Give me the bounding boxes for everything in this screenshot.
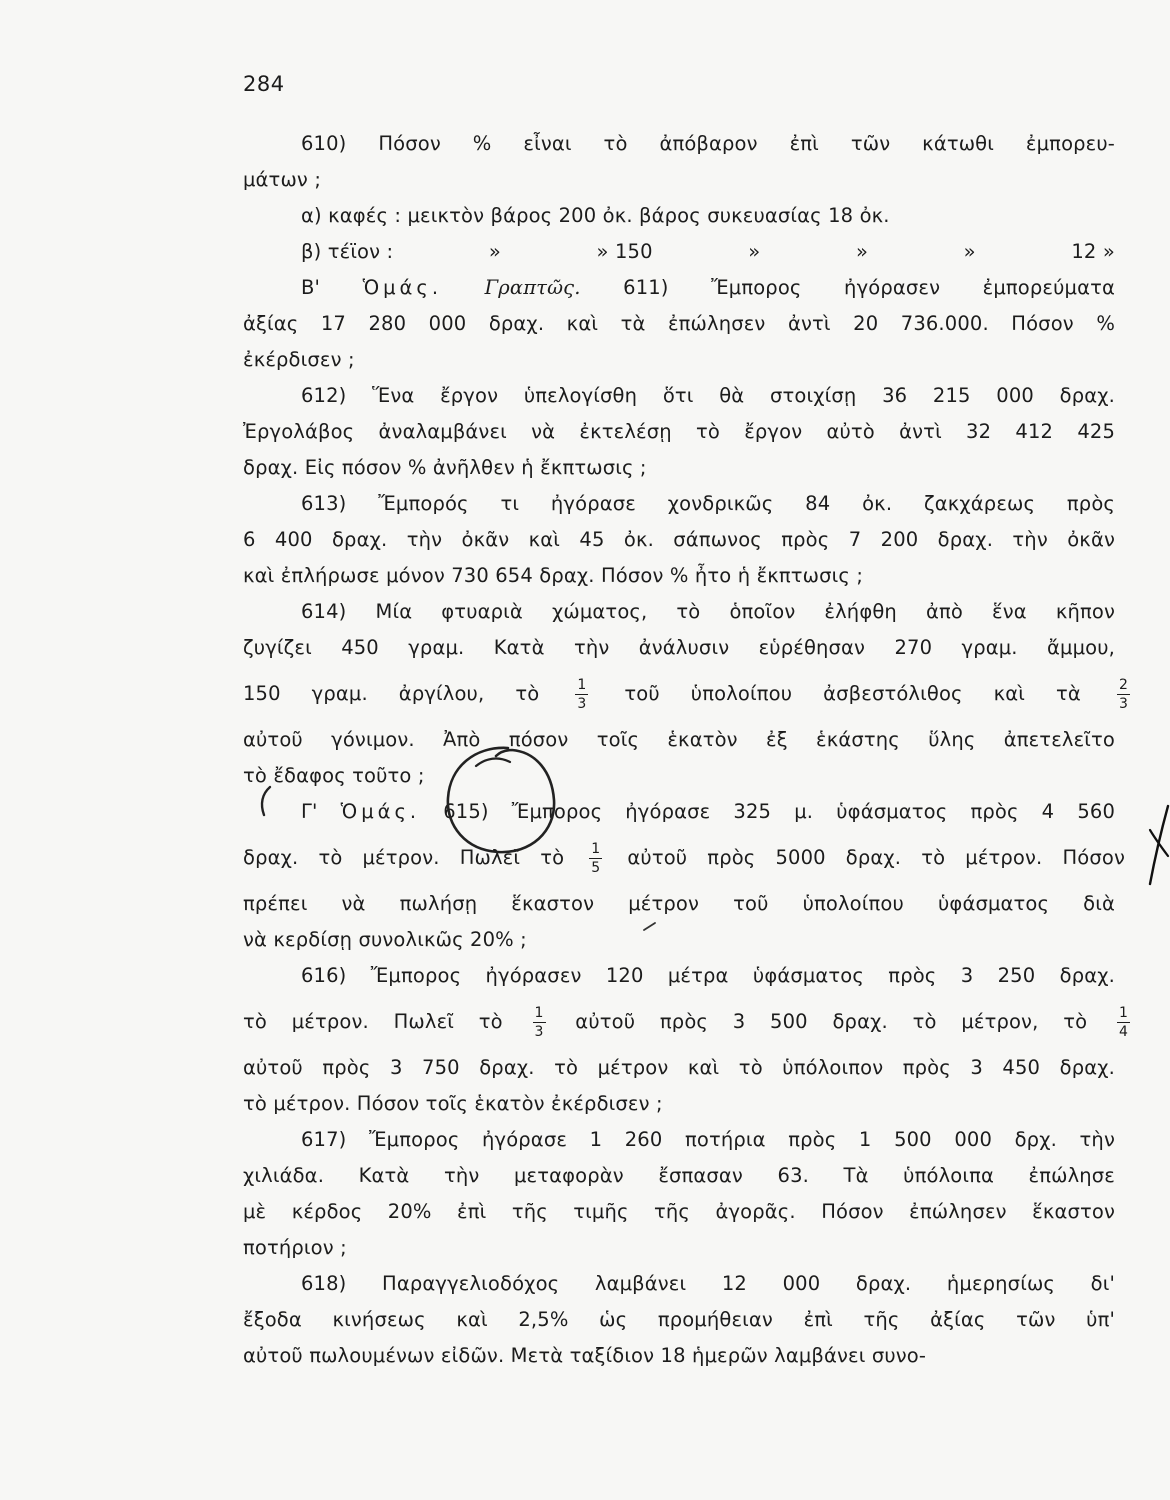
text-line xyxy=(243,630,1115,666)
fraction-denominator: 4 xyxy=(1118,1024,1128,1040)
fraction xyxy=(1117,1006,1130,1039)
pencil-tick-mark xyxy=(472,750,516,776)
table-cell: » xyxy=(963,240,976,263)
pencil-dash-mark xyxy=(642,920,658,932)
text-run: καὶ ἐπλήρωσε μόνον 730 654 δραχ. Πόσον % ἦτο ἡ ἔκπτωσις ; xyxy=(243,564,864,587)
text-run: ἔξοδα κινήσεως καὶ 2,5% ὡς προμήθειαν ἐπὶ τῆς ἀξίας τῶν ὑπ' xyxy=(243,1308,1115,1331)
text-line xyxy=(243,486,1115,522)
text-run: δραχ. Εἰς πόσον % ἀνῆλθεν ἡ ἔκπτωσις ; xyxy=(243,456,647,479)
text-run: νὰ κερδίσῃ συνολικῶς 20% ; xyxy=(243,928,527,951)
text-line xyxy=(243,126,1115,162)
text-run: τὸ ἔδαφος τοῦτο ; xyxy=(243,764,425,787)
fraction-numerator: 2 xyxy=(1118,677,1128,693)
text-run: Ἐργολάβος ἀναλαμβάνει νὰ ἐκτελέσῃ τὸ ἔργον αὐτὸ ἀντὶ 32 412 425 xyxy=(243,420,1115,443)
text-run: 610) Πόσον % εἶναι τὸ ἀπόβαρον ἐπὶ τῶν κάτωθι ἐμπορευ- xyxy=(301,132,1115,155)
text-line xyxy=(243,722,1115,758)
text-run: αὐτοῦ πρὸς 3 500 δραχ. τὸ μέτρον, τὸ xyxy=(550,1010,1112,1033)
table-cell: β) τέϊον : xyxy=(301,240,394,263)
table-cell: 12 » xyxy=(1071,240,1115,263)
text-line xyxy=(243,1230,1115,1266)
text-line xyxy=(243,1086,1115,1122)
text-line xyxy=(243,450,1115,486)
fraction xyxy=(1117,678,1130,711)
text-line xyxy=(243,594,1115,630)
fraction xyxy=(533,1006,546,1039)
text-run: Ὁμάς. xyxy=(362,276,443,299)
fraction xyxy=(589,842,602,875)
text-run: μὲ κέρδος 20% ἐπὶ τῆς τιμῆς τῆς ἀγορᾶς. Πόσον ἐπώλησεν ἕκαστον xyxy=(243,1200,1115,1223)
text-run: ποτήριον ; xyxy=(243,1236,347,1259)
text-run: 617) Ἔμπορος ἠγόρασε 1 260 ποτήρια πρὸς 1 500 000 δρχ. τὴν xyxy=(301,1128,1115,1151)
text-line xyxy=(243,558,1115,594)
text-line xyxy=(243,1266,1115,1302)
text-line xyxy=(243,414,1115,450)
text-line xyxy=(243,1158,1115,1194)
fraction-numerator: 1 xyxy=(577,677,587,693)
text-line xyxy=(243,342,1115,378)
text-run: 612) Ἕνα ἔργον ὑπελογίσθη ὅτι θὰ στοιχίσῃ 36 215 000 δραχ. xyxy=(301,384,1115,407)
text-run: 618) Παραγγελιοδόχος λαμβάνει 12 000 δραχ. ἡμερησίως δι' xyxy=(301,1272,1115,1295)
text-run: αὐτοῦ πρὸς 3 750 δραχ. τὸ μέτρον καὶ τὸ ὑπόλοιπον πρὸς 3 450 δραχ. xyxy=(243,1056,1115,1079)
pencil-bracket-mark xyxy=(254,784,276,818)
table-cell: » xyxy=(855,240,869,263)
text-line xyxy=(243,922,1115,958)
fraction xyxy=(575,678,588,711)
text-run: 6 400 δραχ. τὴν ὀκᾶν καὶ 45 ὀκ. σάπωνος πρὸς 7 200 δραχ. τὴν ὀκᾶν xyxy=(243,528,1115,551)
text-line xyxy=(243,1050,1115,1086)
text-run: δραχ. τὸ μέτρον. Πωλεῖ τὸ xyxy=(243,846,585,869)
text-line xyxy=(243,1302,1115,1338)
text-run: ἐκέρδισεν ; xyxy=(243,348,355,371)
fraction-numerator: 1 xyxy=(534,1005,544,1021)
text-run: 615) Ἔμπορος ἠγόρασε 325 μ. ὑφάσματος πρὸς 4 560 xyxy=(420,800,1116,823)
text-run: τοῦ ὑπολοίπου ἀσβεστόλιθος καὶ τὰ xyxy=(593,682,1112,705)
text-line xyxy=(243,666,1128,722)
text-line xyxy=(243,306,1115,342)
text-run: αὐτοῦ πρὸς 5000 δραχ. τὸ μέτρον. Πόσον xyxy=(607,846,1125,869)
fraction-numerator: 1 xyxy=(1118,1005,1128,1021)
text-run: αὐτοῦ γόνιμον. Ἀπὸ πόσον τοῖς ἑκατὸν ἐξ ἑκάστης ὕλης ἀπετελεῖτο xyxy=(243,728,1115,751)
text-run: 613) Ἔμπορός τι ἠγόρασε χονδρικῶς 84 ὀκ. ζακχάρεως πρὸς xyxy=(301,492,1115,515)
page-text xyxy=(243,126,1128,1374)
fraction-denominator: 3 xyxy=(577,696,587,712)
fraction-denominator: 5 xyxy=(591,860,601,876)
text-run: μάτων ; xyxy=(243,168,322,191)
text-line xyxy=(243,830,1125,886)
text-run: τὸ μέτρον. Πωλεῖ τὸ xyxy=(243,1010,528,1033)
text-line xyxy=(243,1338,1115,1374)
text-run xyxy=(442,276,485,299)
fraction-denominator: 3 xyxy=(534,1024,544,1040)
text-line xyxy=(243,1194,1115,1230)
text-run: Β' xyxy=(301,276,363,299)
text-run: πρέπει νὰ πωλήσῃ ἕκαστον μέτρον τοῦ ὑπολοίπου ὑφάσματος διὰ xyxy=(243,892,1115,915)
text-line xyxy=(243,234,1115,270)
text-line xyxy=(243,270,1115,306)
text-line xyxy=(243,958,1115,994)
text-run: χιλιάδα. Κατὰ τὴν μεταφορὰν ἔσπασαν 63. Τὰ ὑπόλοιπα ἐπώλησε xyxy=(243,1164,1115,1187)
text-run: ζυγίζει 450 γραμ. Κατὰ τὴν ἀνάλυσιν εὑρέθησαν 270 γραμ. ἄμμου, xyxy=(243,636,1115,659)
text-line xyxy=(243,378,1115,414)
text-line xyxy=(243,162,1115,198)
table-cell: » 150 xyxy=(596,240,653,263)
text-run: αὐτοῦ πωλουμένων εἰδῶν. Μετὰ ταξίδιον 18 ἡμερῶν λαμβάνει συνο- xyxy=(243,1344,927,1367)
text-run: ἀξίας 17 280 000 δραχ. καὶ τὰ ἐπώλησεν ἀντὶ 20 736.000. Πόσον % xyxy=(243,312,1115,335)
text-run: Γραπτῶς. xyxy=(484,276,581,299)
text-run: τὸ μέτρον. Πόσον τοῖς ἑκατὸν ἐκέρδισεν ; xyxy=(243,1092,663,1115)
text-line xyxy=(243,198,1115,234)
text-line xyxy=(243,994,1128,1050)
table-cell: » xyxy=(488,240,501,263)
text-run: Γ' xyxy=(301,800,341,823)
text-line xyxy=(243,758,1115,794)
text-run: 614) Μία φτυαριὰ χώματος, τὸ ὁποῖον ἐλήφθη ἀπὸ ἕνα κῆπον xyxy=(301,600,1115,623)
pencil-cross-mark xyxy=(1146,800,1170,890)
text-run: 611) Ἔμπορος ἠγόρασεν ἐμπορεύματα xyxy=(580,276,1115,299)
text-run: 616) Ἔμπορος ἠγόρασεν 120 μέτρα ὑφάσματος πρὸς 3 250 δραχ. xyxy=(301,964,1115,987)
fraction-denominator: 3 xyxy=(1118,696,1128,712)
fraction-numerator: 1 xyxy=(591,841,601,857)
text-line xyxy=(243,1122,1115,1158)
text-run: 150 γραμ. ἀργίλου, τὸ xyxy=(243,682,571,705)
text-run: Ὁμάς. xyxy=(340,800,421,823)
page-number: 284 xyxy=(243,72,285,96)
text-run: α) καφές : μεικτὸν βάρος 200 ὀκ. βάρος συκευασίας 18 ὀκ. xyxy=(301,204,890,227)
text-line xyxy=(243,522,1115,558)
text-line xyxy=(243,794,1115,830)
table-cell: » xyxy=(748,240,761,263)
text-line xyxy=(243,886,1115,922)
